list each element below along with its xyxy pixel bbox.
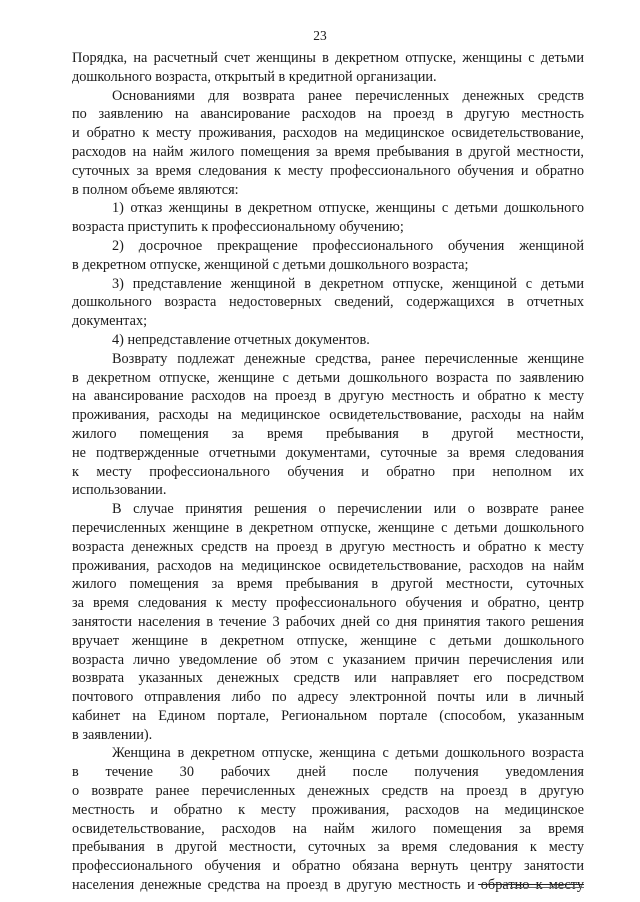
footer-rule <box>478 884 584 885</box>
text-line: в полном объеме являются: <box>72 181 239 198</box>
text-line: местность и обратно к месту проживания, расходов на медицинское <box>72 801 584 818</box>
text-line: вручает женщине в декретном отпуске, женщине с детьми дошкольного <box>72 632 584 649</box>
text-line: и обратно к месту проживания, расходов на медицинское освидетельствование, <box>72 125 584 142</box>
text-line: суточных за время следования к месту профессионального обучения и обратно <box>72 162 584 179</box>
text-line: документах; <box>72 313 148 330</box>
text-line: 1) отказ женщины в декретном отпуске, женщины с детьми дошкольного <box>112 200 584 217</box>
text-line: возраста лично уведомление об этом с указанием причин перечисления или <box>72 651 584 668</box>
text-line: о возврате ранее перечисленных денежных средств на проезд в другую <box>72 783 584 800</box>
text-line: к месту профессионального обучения и обратно при неполном их <box>72 463 584 480</box>
text-line: освидетельствование, расходов на найм жилого помещения за время <box>72 820 584 837</box>
text-line: в декретном отпуске, женщине с детьми дошкольного возраста по заявлению <box>72 369 584 386</box>
text-line: возраста денежных средств на проезд в другую местность и обратно к месту <box>72 538 584 555</box>
text-line: жилого помещения за время пребывания в другой местности, суточных <box>72 576 584 593</box>
text-line: в декретном отпуске, женщиной с детьми дошкольного возраста; <box>72 256 469 273</box>
text-line: кабинет на Едином портале, Региональном портале (способом, указанным <box>72 707 584 724</box>
text-line: 2) досрочное прекращение профессионального обучения женщиной <box>112 237 584 254</box>
text-line: за время следования к месту профессионального обучения и обратно, центр <box>72 595 584 612</box>
text-line: проживания, расходов на медицинское освидетельствование, расходов на найм <box>72 557 584 574</box>
text-line: в заявлении). <box>72 726 153 743</box>
text-line: перечисленных женщине в декретном отпуске, женщине с детьми дошкольного <box>72 519 584 536</box>
text-line: возврата указанных денежных средств или направляет его посредством <box>72 670 584 687</box>
text-line: пребывания в другой местности, суточных за время следования к месту <box>72 839 584 856</box>
footer-rule-short <box>510 887 584 888</box>
text-line: профессионального обучения и обратно обязана вернуть центру занятости <box>72 858 584 875</box>
text-line: в течение 30 рабочих дней после получения уведомления <box>72 764 584 781</box>
text-line: использовании. <box>72 482 167 499</box>
text-line: по заявлению на авансирование расходов на проезд в другую местность <box>72 106 584 123</box>
text-line: В случае принятия решения о перечислении или о возврате ранее <box>112 501 584 518</box>
body-text <box>72 49 584 895</box>
text-line: Основаниями для возврата ранее перечисленных денежных средств <box>112 87 584 104</box>
text-line: Женщина в декретном отпуске, женщина с детьми дошкольного возраста <box>112 745 584 762</box>
text-line: проживания, расходы на медицинское освидетельствование, расходы на найм <box>72 407 584 424</box>
text-line: 3) представление женщиной в декретном отпуске, женщиной с детьми <box>112 275 584 292</box>
text-line: на авансирование расходов на проезд в другую местность и обратно к месту <box>72 388 584 405</box>
text-line: почтового отправления либо по адресу электронной почты или в личный <box>72 689 584 706</box>
text-line: жилого помещения за время пребывания в другой местности, <box>72 425 584 442</box>
text-line: занятости населения в течение 3 рабочих дней со дня принятия такого решения <box>72 613 584 630</box>
text-line: Порядка, на расчетный счет женщины в декретном отпуске, женщины с детьми <box>72 50 584 66</box>
text-line: возраста приступить к профессиональному обучению; <box>72 219 404 236</box>
text-line: расходов на найм жилого помещения за время пребывания в другой местности, <box>72 143 584 160</box>
page-number: 23 <box>313 28 327 43</box>
text-line: дошкольного возраста недостоверных сведений, содержащихся в отчетных <box>72 294 584 311</box>
text-line: дошкольного возраста, открытый в кредитной организации. <box>72 68 437 85</box>
text-line: Возврату подлежат денежные средства, ранее перечисленные женщине <box>112 350 584 367</box>
text-line: 4) непредставление отчетных документов. <box>112 331 370 348</box>
text-line: не подтвержденные отчетными документами, суточные за время следования <box>72 444 584 461</box>
text-line: населения денежные средства на проезд в другую местность и обратно к месту <box>72 877 584 894</box>
